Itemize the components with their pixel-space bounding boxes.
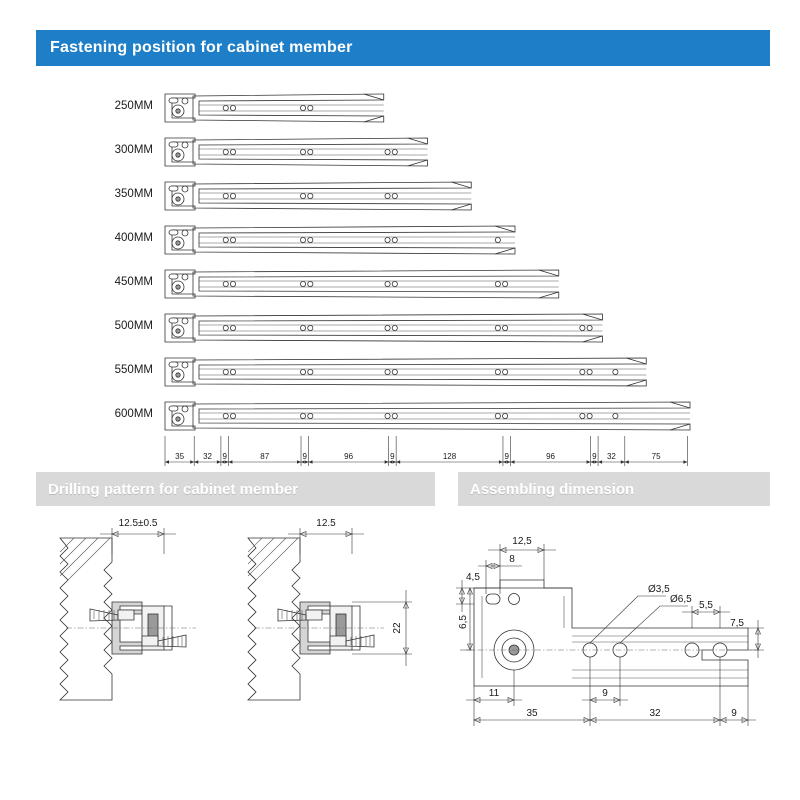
rail-hole	[182, 274, 188, 280]
rail-hole	[300, 413, 305, 418]
rail-hole	[308, 369, 313, 374]
rail-size-label: 400MM	[114, 232, 153, 244]
rail-row	[115, 358, 647, 386]
assem-dim-35: 35	[526, 708, 538, 719]
rail-hole	[182, 362, 188, 368]
assem-dim-4-5: 4,5	[466, 572, 480, 583]
rail-size-label: 250MM	[114, 100, 153, 112]
rail-hole	[392, 193, 397, 198]
rail-boss-center	[176, 329, 180, 333]
rail-rib	[199, 369, 646, 375]
fastening-drawing	[30, 72, 770, 461]
rail-hole	[300, 193, 305, 198]
rail-hole	[495, 237, 500, 242]
rail-hole	[495, 281, 500, 286]
rail-hole	[223, 413, 228, 418]
assembling-svg	[452, 510, 770, 740]
rail-row	[115, 314, 603, 342]
rail-hole	[223, 369, 228, 374]
rail-hole	[182, 186, 188, 192]
rail-hole	[230, 149, 235, 154]
rail-row	[115, 182, 472, 210]
fastening-dimension: 128	[442, 452, 457, 461]
rail-hole	[223, 237, 228, 242]
fastening-dimension: 9	[302, 452, 307, 461]
rail-tail	[626, 358, 646, 386]
rail-hole	[385, 325, 390, 330]
rail-hole	[392, 149, 397, 154]
rail-boss-center	[176, 197, 180, 201]
rail-hole	[580, 369, 585, 374]
rail-size-label: 500MM	[114, 320, 153, 332]
rail-hole	[613, 369, 618, 374]
fastening-svg	[30, 72, 770, 461]
section-title-drilling: Drilling pattern for cabinet member	[48, 480, 299, 498]
assem-hole-6-5: Ø6,5	[670, 594, 692, 605]
fastening-dimension: 9	[592, 452, 597, 461]
rail-hole	[587, 325, 592, 330]
rail-row	[115, 94, 384, 122]
round-hole-small	[509, 594, 520, 605]
assem-dim-9-mid: 9	[602, 688, 608, 699]
rail-tail	[364, 94, 384, 122]
rail-hole	[182, 230, 188, 236]
rail-hole	[230, 193, 235, 198]
drilling-drawing	[30, 510, 435, 740]
rail-hole	[502, 281, 507, 286]
rail-hole	[300, 281, 305, 286]
rail-row	[115, 270, 559, 298]
rail-hole	[495, 369, 500, 374]
slot-hole	[486, 594, 500, 604]
rail-hole	[308, 105, 313, 110]
rail-boss-center	[176, 417, 180, 421]
rail-hole	[300, 105, 305, 110]
rail-tail	[451, 182, 471, 210]
fastening-dimension: 9	[504, 452, 509, 461]
fastening-dimension: 9	[222, 452, 227, 461]
assem-dim-32: 32	[649, 708, 661, 719]
rail-hole	[308, 149, 313, 154]
rail-hole	[300, 369, 305, 374]
rail-size-label: 550MM	[114, 364, 153, 376]
fastening-dimension: 87	[260, 452, 270, 461]
rail-slot-hole	[169, 142, 178, 147]
rail-slot-hole	[169, 362, 178, 367]
fastening-dimension: 32	[606, 452, 616, 461]
rail-boss-center	[176, 373, 180, 377]
rail-hole	[392, 325, 397, 330]
fastening-dimension: 32	[203, 452, 213, 461]
assem-dim-7-5: 7,5	[730, 618, 744, 629]
rail-hole	[587, 369, 592, 374]
rail-boss-center	[176, 153, 180, 157]
rail-hole	[495, 325, 500, 330]
rail-hole	[613, 413, 618, 418]
rail-hole	[230, 105, 235, 110]
rail-size-label: 300MM	[114, 144, 153, 156]
rail-rib	[199, 237, 515, 243]
fastening-dimension: 9	[390, 452, 395, 461]
rail-slot-hole	[169, 186, 178, 191]
fastening-dimension: 96	[546, 452, 555, 461]
drilling-vertical-dim: 22	[392, 622, 403, 634]
rail-tail	[670, 402, 690, 430]
rail-slot-hole	[169, 98, 178, 103]
fastening-dimension: 35	[175, 452, 185, 461]
rail-hole	[385, 281, 390, 286]
rail-row	[115, 226, 515, 254]
rail-hole	[392, 237, 397, 242]
rail-hole	[308, 237, 313, 242]
rail-body	[193, 94, 384, 122]
rail-hole	[308, 193, 313, 198]
dimension-extension-lines	[165, 436, 687, 466]
rail-slot-hole	[169, 230, 178, 235]
rail-hole	[230, 325, 235, 330]
rail-hole	[230, 281, 235, 286]
rail-hole	[182, 318, 188, 324]
rail-hole	[392, 369, 397, 374]
rail-hole	[230, 237, 235, 242]
section-header-assembling	[452, 472, 770, 506]
rail-hole	[223, 193, 228, 198]
rail-hole	[182, 142, 188, 148]
rail-hole	[392, 281, 397, 286]
section-header-drilling	[30, 472, 435, 506]
assem-dim-9-right: 9	[731, 708, 737, 719]
rail-slot-hole	[169, 274, 178, 279]
drilling-svg	[30, 510, 435, 740]
section-title-fastening: Fastening position for cabinet member	[50, 39, 353, 56]
rail-hole	[308, 325, 313, 330]
rail-hole	[300, 325, 305, 330]
assem-dim-11: 11	[488, 688, 500, 699]
rail-body	[193, 358, 646, 386]
fastening-dimension: 96	[344, 452, 354, 461]
rail-hole	[385, 149, 390, 154]
rail-boss-center	[176, 241, 180, 245]
assem-dim-12-5: 12,5	[512, 536, 532, 547]
rail-size-label: 350MM	[114, 188, 153, 200]
drilling-right-dim: 12.5	[316, 518, 336, 529]
rail-hole	[300, 237, 305, 242]
rail-body	[193, 226, 515, 254]
assem-dim-6-5: 6,5	[458, 615, 469, 629]
rail-slot-hole	[169, 406, 178, 411]
assem-hole-3-5: Ø3,5	[648, 584, 670, 595]
rail-hole	[385, 369, 390, 374]
rail-hole	[580, 413, 585, 418]
rail-hole	[230, 369, 235, 374]
rail-hole	[230, 413, 235, 418]
assem-dim-5-5: 5,5	[699, 600, 713, 611]
fastening-dimension: 75	[651, 452, 661, 461]
drilling-left-dim: 12.5±0.5	[118, 518, 158, 529]
rail-slot-hole	[169, 318, 178, 323]
rail-row	[115, 138, 428, 166]
rail-hole	[223, 149, 228, 154]
rail-hole	[385, 193, 390, 198]
assembling-drawing	[452, 510, 770, 740]
rail-hole	[587, 413, 592, 418]
rail-boss-center	[176, 109, 180, 113]
rail-hole	[182, 98, 188, 104]
rail-rib	[199, 193, 471, 199]
rail-size-label: 450MM	[114, 276, 153, 288]
rail-hole	[308, 413, 313, 418]
section-header-fastening	[30, 30, 770, 66]
rail-hole	[580, 325, 585, 330]
rail-rib	[199, 325, 603, 331]
rail-tail	[539, 270, 559, 298]
rail-hole	[223, 325, 228, 330]
rail-hole	[392, 413, 397, 418]
rail-hole	[385, 237, 390, 242]
rail-hole	[308, 281, 313, 286]
rail-hole	[502, 369, 507, 374]
rail-size-label: 600MM	[114, 408, 153, 420]
rail-hole	[223, 105, 228, 110]
rail-hole	[223, 281, 228, 286]
rail-hole	[300, 149, 305, 154]
rail-hole	[182, 406, 188, 412]
rail-row	[115, 402, 690, 430]
assem-dim-8: 8	[509, 554, 515, 565]
section-title-assembling: Assembling dimension	[470, 480, 635, 498]
rail-tail	[408, 138, 428, 166]
rail-hole	[495, 413, 500, 418]
rail-hole	[502, 413, 507, 418]
rail-boss-center	[176, 285, 180, 289]
rail-hole	[502, 325, 507, 330]
rail-hole	[385, 413, 390, 418]
